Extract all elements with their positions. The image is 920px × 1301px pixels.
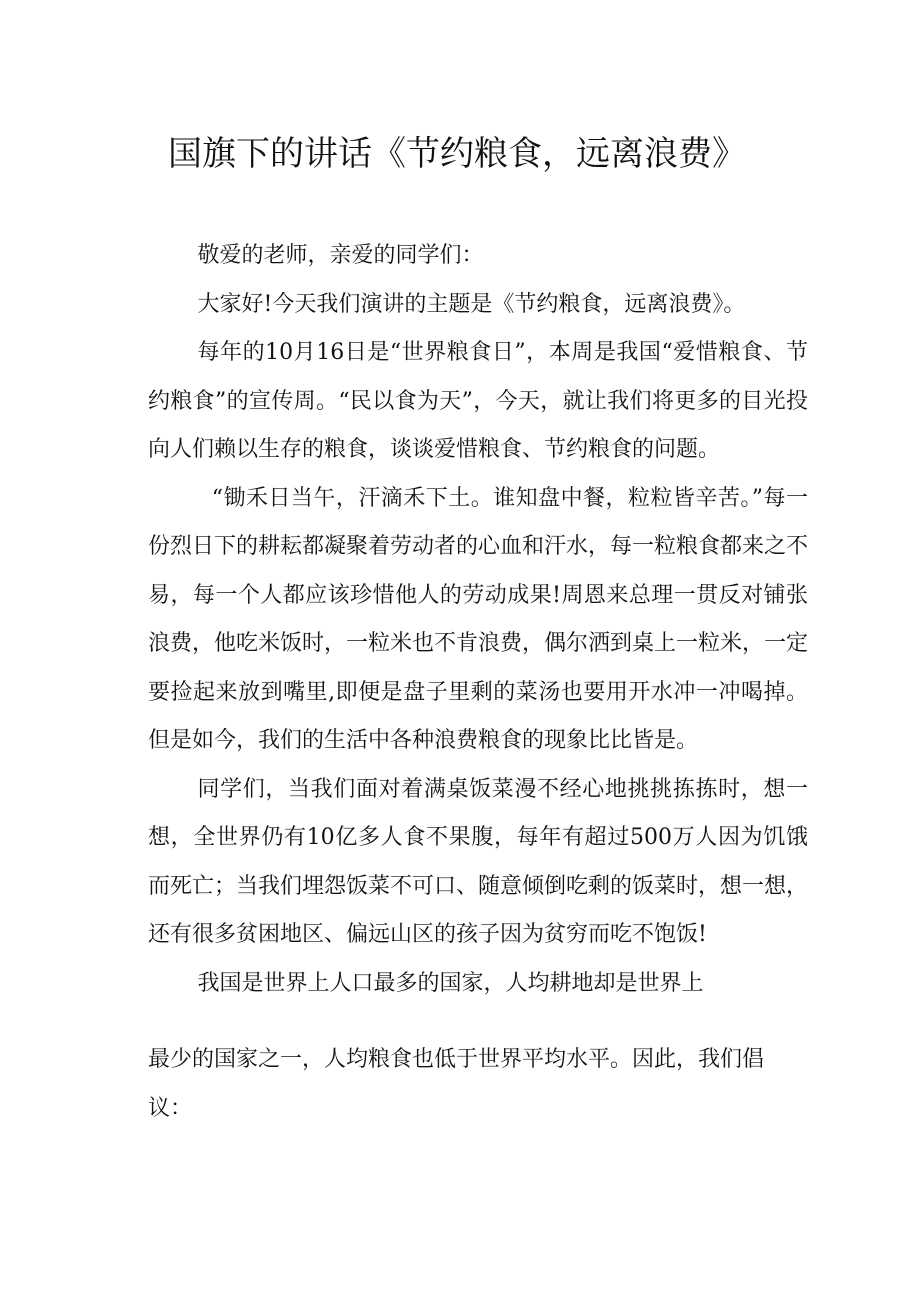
continued-line: 议： — [148, 1095, 193, 1121]
poem-and-example-paragraph: “锄禾日当午，汗滴禾下土。谁知盘中餐，粒粒皆辛苦。”每一份烈日下的耕耘都凝聚着劳动者的心血和汗水，每一粒粮食都来之不易，每一个人都应该珍惜他人的劳动成果!周恩来总理一贯反对铺张浪费，他吃米饭时，一粒米也不肯浪费，偶尔洒到桌上一粒米，一定要捡起来放到嘴里,即便是盘子里剩的菜汤也要用开水冲一冲喝掉。但是如今，我们的生活中各种浪费粮食的现象比比皆是。 — [148, 485, 809, 753]
continued-line: 最少的国家之一，人均粮食也低于世界平均水平。因此，我们倡 — [148, 1047, 765, 1072]
greeting-paragraph: 大家好!今天我们演讲的主题是《节约粮食，远离浪费》。 — [197, 291, 746, 317]
continued-paragraph — [148, 1036, 808, 1133]
national-food-paragraph-start: 我国是世界上人口最多的国家，人均耕地却是世界上 — [197, 970, 704, 996]
salutation-paragraph: 敬爱的老师，亲爱的同学们： — [197, 243, 484, 268]
page-title: 国旗下的讲话《节约粮食，远离浪费》 — [168, 134, 746, 174]
hunger-statistics-paragraph: 同学们，当我们面对着满桌饭菜漫不经心地挑挑拣拣时，想一想，全世界仍有10亿多人食不果腹，每年有超过500万人因为饥饿而死亡；当我们埋怨饭菜不可口、随意倾倒吃剩的饭菜时，想一想，还有很多贫困地区、偏远山区的孩子因为贫穷而吃不饱饭! — [148, 776, 809, 947]
speech-body — [148, 232, 808, 1060]
world-food-day-paragraph: 每年的10月16日是“世界粮食日”，本周是我国“爱惜粮食、节约粮食”的宣传周。“民以食为天”，今天，就让我们将更多的目光投向人们赖以生存的粮食，谈谈爱惜粮食、节约粮食的问题。 — [148, 340, 808, 462]
